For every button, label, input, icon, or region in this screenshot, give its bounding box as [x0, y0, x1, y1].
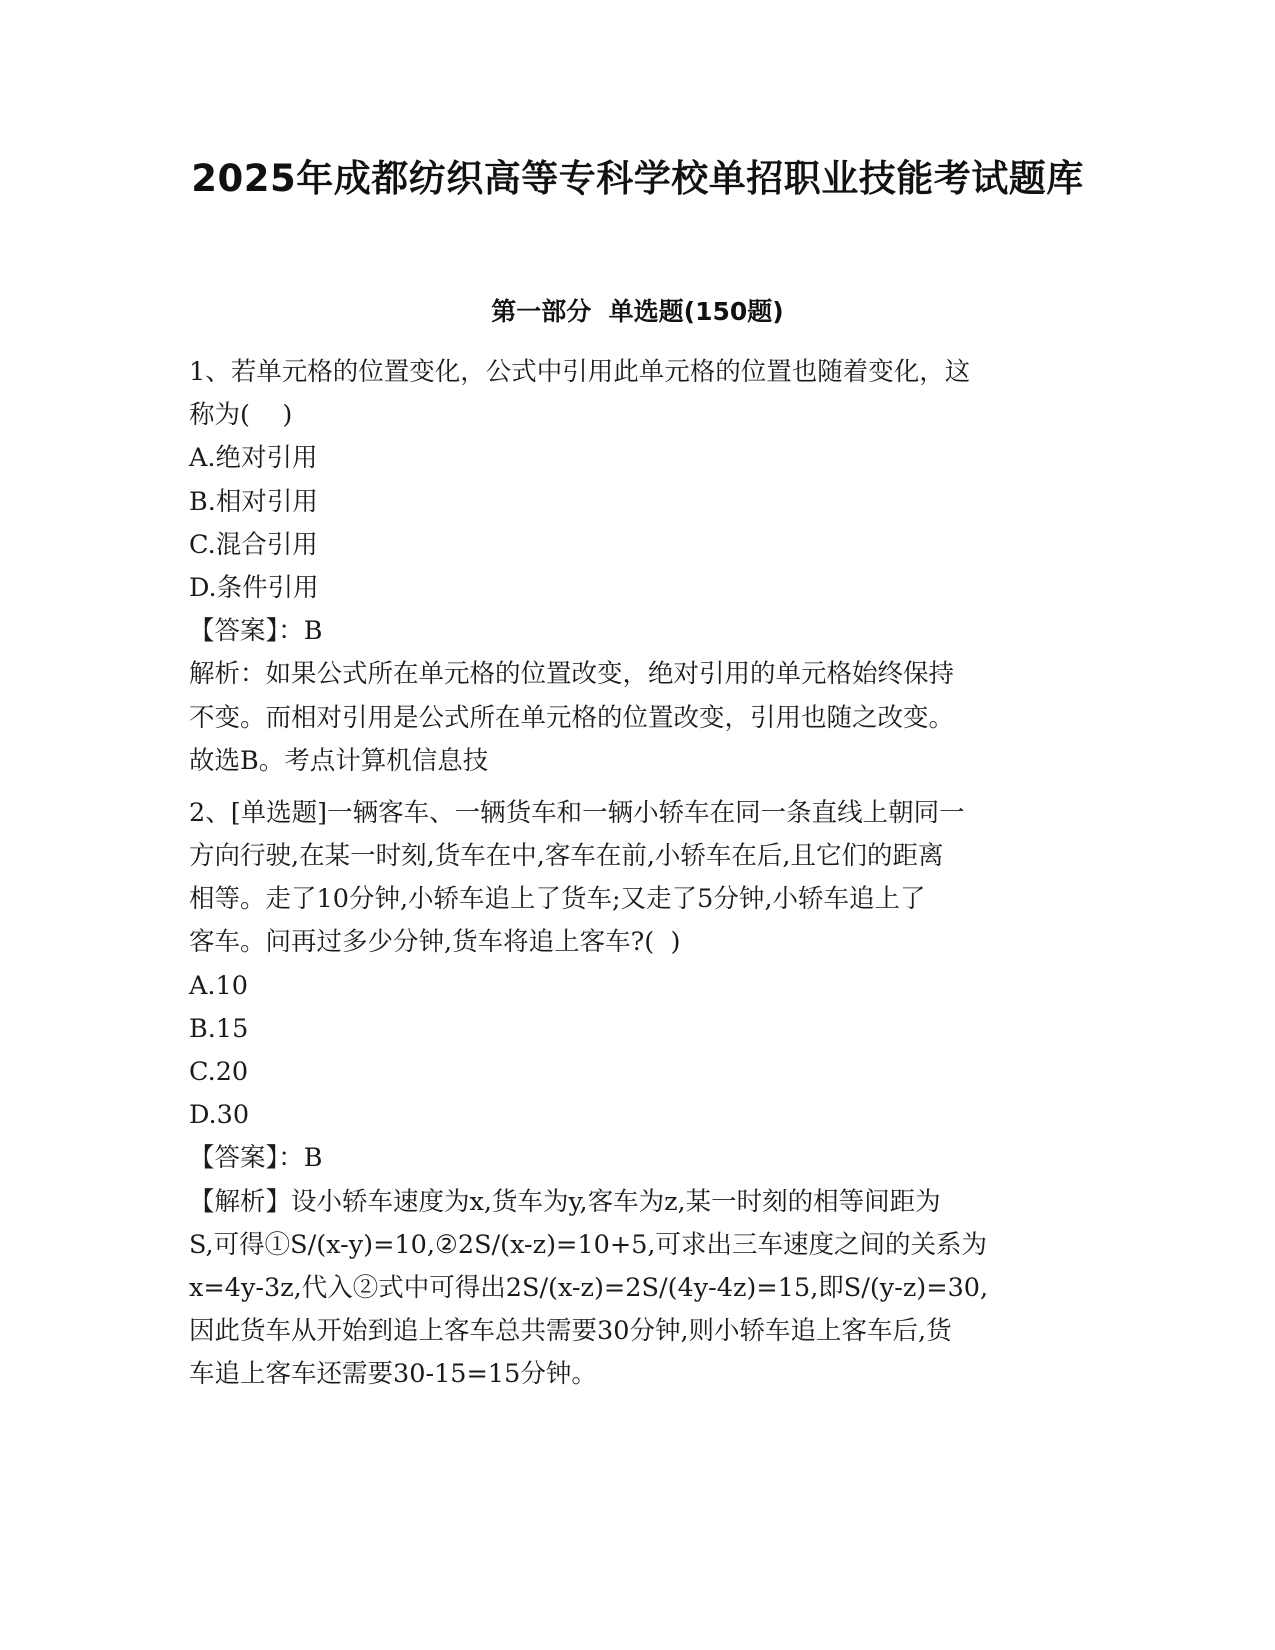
option-b: B.15	[189, 1013, 249, 1044]
question-stem-line: 1、若单元格的位置变化，公式中引用此单元格的位置也随着变化，这	[189, 357, 971, 387]
question-stem-line: 2、[单选题]一辆客车、一辆货车和一辆小轿车在同一条直线上朝同一	[189, 797, 965, 828]
option-a: A.10	[189, 970, 248, 1001]
document-title: 2025年成都纺织高等专科学校单招职业技能考试题库	[191, 157, 1084, 200]
answer-value: B	[303, 616, 323, 647]
explanation-line: 车追上客车还需要30-15=15分钟。	[189, 1359, 597, 1390]
explanation-line: 【解析】设小轿车速度为x,货车为y,客车为z,某一时刻的相等间距为	[189, 1186, 941, 1217]
question-list	[189, 351, 1089, 1397]
section-title: 第一部分 单选题(150题)	[491, 297, 784, 326]
explanation-line: 不变。而相对引用是公式所在单元格的位置改变，引用也随之改变。	[189, 702, 955, 733]
explanation-line: x=4y-3z,代入②式中可得出2S/(x-z)=2S/(4y-4z)=15,即S/(y-z)=30,	[189, 1272, 989, 1303]
question-stem-line: 方向行驶,在某一时刻,货车在中,客车在前,小轿车在后,且它们的距离	[189, 841, 944, 872]
question-stem-line: 客车。问再过多少分钟,货车将追上客车?( )	[189, 927, 681, 958]
option-d: D.30	[189, 1100, 250, 1131]
explanation-line: S,可得①S/(x-y)=10,②2S/(x-z)=10+5,可求出三车速度之间的关系为	[189, 1229, 988, 1260]
explanation-line: 因此货车从开始到追上客车总共需要30分钟,则小轿车追上客车后,货	[189, 1316, 952, 1347]
answer-label: 【答案】：	[189, 1143, 304, 1174]
answer-value: B	[303, 1143, 323, 1174]
question-block	[189, 792, 1089, 1397]
answer-line	[189, 1137, 1089, 1180]
option-b: B.相对引用	[189, 486, 318, 517]
option-d: D.条件引用	[189, 572, 319, 603]
question-separator	[189, 783, 1089, 792]
question-stem-line: 相等。走了10分钟,小轿车追上了货车;又走了5分钟,小轿车追上了	[189, 884, 926, 915]
question-stem-line: 称为( )	[189, 400, 293, 431]
option-c: C.20	[189, 1057, 249, 1087]
explanation-line: 解析：如果公式所在单元格的位置改变，绝对引用的单元格始终保持	[189, 659, 955, 690]
question-block	[189, 351, 1089, 783]
answer-line	[189, 610, 1089, 653]
option-c: C.混合引用	[189, 529, 318, 560]
option-a: A.绝对引用	[189, 443, 318, 474]
answer-label: 【答案】：	[189, 616, 304, 647]
explanation-line: 故选B。考点计算机信息技	[189, 745, 489, 776]
